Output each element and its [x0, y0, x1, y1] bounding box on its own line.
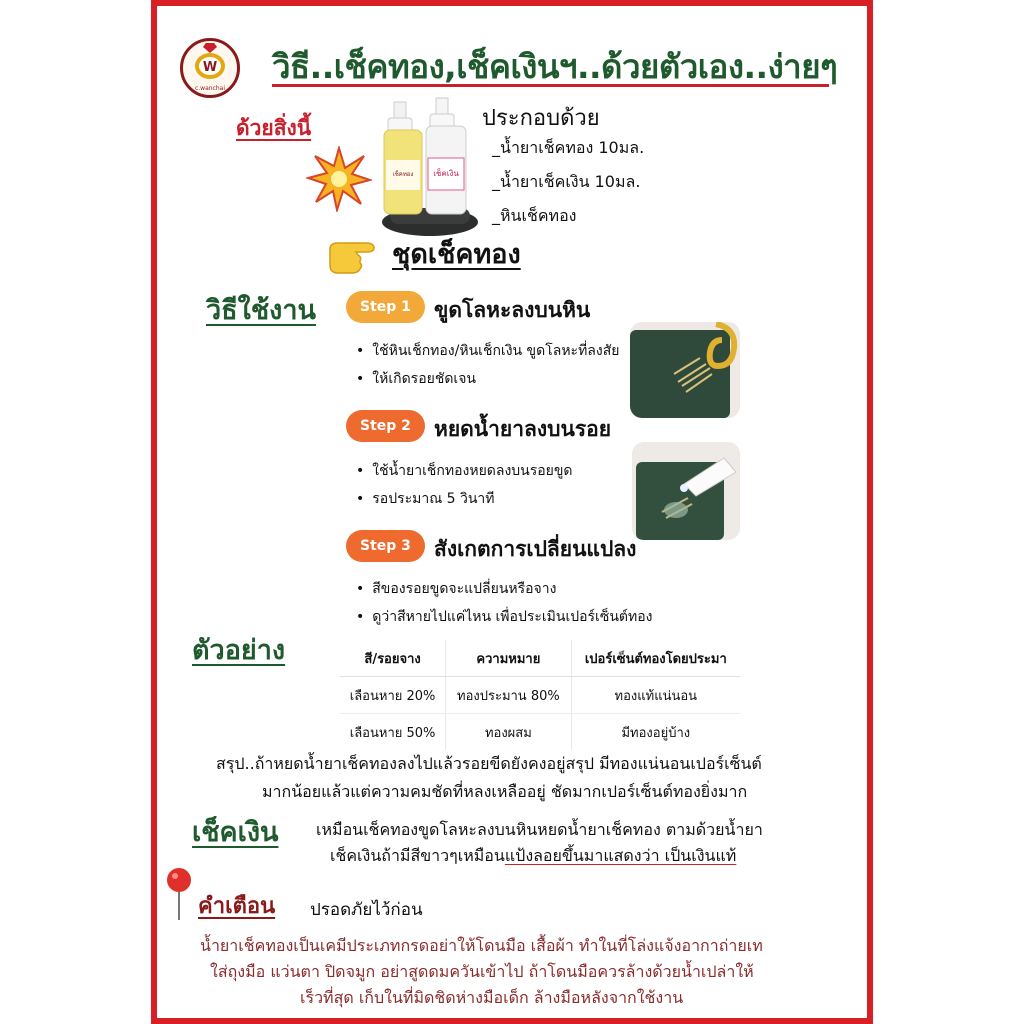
check-kit-image — [380, 96, 480, 238]
silver-line-prefix: เช็คเงินถ้ามีสีขาวๆเหมือน — [330, 846, 505, 865]
example-heading: ตัวอย่าง — [192, 635, 286, 666]
step2-badge: Step 2 — [346, 410, 425, 442]
step3-bullet: • สีของรอยขูดจะแปลี่ยนหรือจาง — [356, 578, 556, 600]
step2-bullet: • ใช้น้ำยาเช็กทองหยดลงบนรอยขูด — [356, 460, 573, 482]
table-cell: เลือนหาย 20% — [340, 677, 446, 714]
silver-heading: เช็คเงิน — [192, 817, 279, 848]
contents-item: _หินเช็คทอง — [492, 206, 577, 225]
warning-line: ใส่ถุงมือ แว่นตา ปิดจมูก อย่าสูดดมควันเข้าไป ถ้าโดนมือควรล้างด้วยน้ำเปล่าให้ — [210, 962, 754, 981]
warning-line: เร็วที่สุด เก็บในที่มิดชิดห่างมือเด็ก ล้างมือหลังจากใช้งาน — [300, 988, 684, 1007]
table-cell: ทองผสม — [446, 714, 571, 751]
step2-title: หยดน้ำยาลงบนรอย — [434, 417, 612, 441]
warning-heading: คำเตือน — [198, 894, 276, 919]
step2-bullet: • รอประมาณ 5 วินาที — [356, 488, 495, 510]
pointing-hand-icon — [326, 233, 384, 275]
scratch-stone-photo — [630, 322, 740, 418]
step3-badge: Step 3 — [346, 530, 425, 562]
step1-bullet: • ใช้หินเช็กทอง/หินเช็กเงิน ขูดโลหะที่ลงสัย — [356, 340, 619, 362]
kit-name: ชุดเช็คทอง — [392, 239, 521, 270]
column-header: เปอร์เซ็นต์ทองโดยประมา — [571, 640, 740, 677]
logo-caption: c.wanchai — [194, 85, 226, 92]
starburst-icon — [306, 146, 372, 212]
contents-item: _น้ำยาเช็คเงิน 10มล. — [492, 172, 641, 191]
step1-bullet: • ให้เกิดรอยชัดเจน — [356, 368, 476, 390]
ring-icon — [195, 53, 225, 79]
drop-solution-photo — [632, 442, 740, 540]
table-header-row — [340, 640, 740, 677]
step1-title: ขูดโลหะลงบนหิน — [434, 298, 591, 322]
example-table — [340, 640, 740, 750]
contents-title: ประกอบด้วย — [482, 106, 600, 131]
step3-title: สังเกตการเปลี่ยนแปลง — [434, 537, 637, 561]
logo-letter: W — [202, 60, 218, 75]
silver-line-underlined: แป้งลอยขึ้นมาแสดงว่า เป็นเงินแท้ — [504, 846, 737, 865]
table-cell: เลือนหาย 50% — [349, 725, 436, 741]
step3-bullet: • ดูว่าสีหายไปแค่ไหน เพื่อประเมินเปอร์เซ็นต์ทอง — [356, 606, 652, 628]
gem-icon — [203, 43, 217, 53]
table-cell: มีทองอยู่บ้าง — [571, 714, 740, 751]
table-cell: ทองประมาน 80% — [446, 677, 571, 714]
summary-line: สรุป..ถ้าหยดน้ำยาเช็คทองลงไปแล้วรอยขีดยังคงอยู่สรุป มีทองแน่นอนเปอร์เซ็นต์ — [216, 754, 762, 773]
contents-item: _น้ำยาเช็คทอง 10มล. — [492, 138, 645, 157]
step1-badge: Step 1 — [346, 291, 425, 323]
warning-subtitle: ปรอดภัยไว้ก่อน — [310, 900, 423, 920]
column-header: ความหมาย — [446, 640, 571, 677]
warning-line: น้ำยาเช็คทองเป็นเคมีประเภทกรดอย่าให้โดนมือ เสื้อผ้า ทำในที่โล่งแจ้งอากาถ่ายเท — [200, 936, 763, 955]
page-title: วิธี..เช็คทอง,เช็คเงินฯ..ด้วยตัวเอง..ง่ายๆ — [272, 47, 838, 86]
with-this-label: ด้วยสิ่งนี้ — [236, 116, 312, 140]
silver-line: เหมือนเช็คทองขูดโลหะลงบนหินหยดน้ำยาเช็คทอง ตามด้วยน้ำยา — [316, 820, 763, 839]
column-header: สี/รอยจาง — [340, 640, 446, 677]
summary-line: มากน้อยแล้วแต่ความคมชัดที่หลงเหลืออยู่ ชัดมากเปอร์เซ็นต์ทองยิ่งมาก — [262, 782, 748, 801]
brand-logo — [180, 38, 240, 98]
bottle-label-silver: เช็คเงิน — [433, 169, 459, 178]
pushpin-icon — [164, 866, 194, 922]
table-row — [340, 714, 740, 751]
usage-heading: วิธีใช้งาน — [206, 295, 316, 326]
bottle-label-gold: เช็คทอง — [392, 171, 414, 178]
table-cell: ทองแท้แน่นอน — [571, 677, 740, 714]
table-row — [340, 677, 740, 714]
silver-line-2 — [330, 844, 736, 869]
